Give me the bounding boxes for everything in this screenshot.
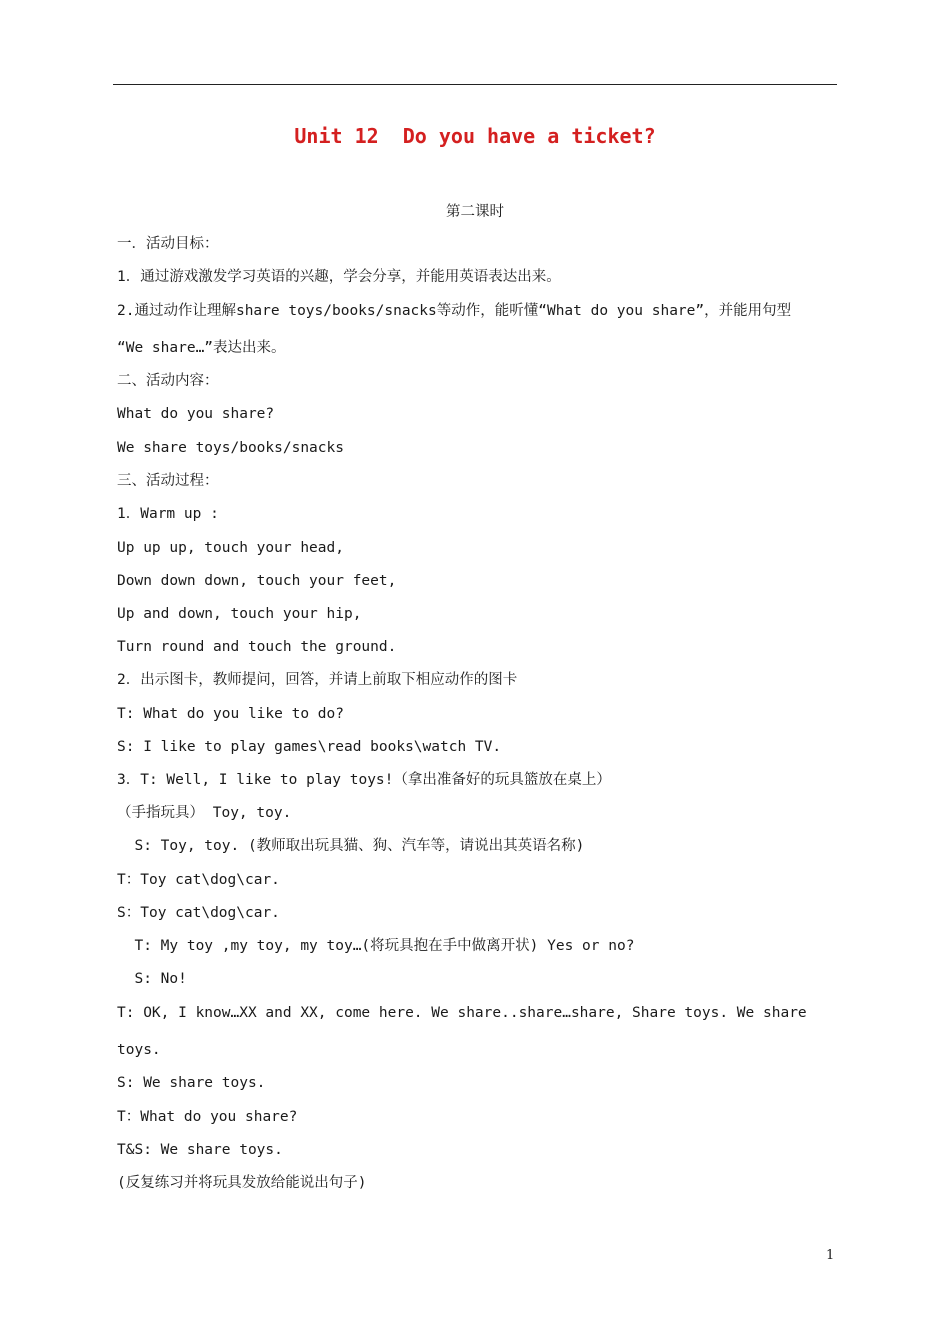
- text-line: Down down down, touch your feet,: [117, 573, 397, 589]
- text-line: T: My toy ,my toy, my toy…(将玩具抱在手中做离开状) Yes or no?: [117, 938, 635, 954]
- text-line: 1．Warm up :: [117, 506, 219, 522]
- text-line: S: Toy, toy. (教师取出玩具猫、狗、汽车等，请说出其英语名称): [117, 838, 585, 854]
- text-line: We share toys/books/snacks: [117, 440, 344, 456]
- text-line: 一．活动目标：: [117, 236, 219, 252]
- text-line: S: No!: [117, 971, 187, 987]
- header-rule: [113, 84, 837, 85]
- text-line: toys.: [117, 1042, 161, 1058]
- text-line: S：Toy cat\dog\car.: [117, 905, 280, 921]
- text-line: 1．通过游戏激发学习英语的兴趣，学会分享，并能用英语表达出来。: [117, 269, 561, 285]
- text-line: Up and down, touch your hip,: [117, 606, 362, 622]
- document-title: Unit 12 Do you have a ticket?: [294, 124, 656, 148]
- text-line: S: I like to play games\read books\watch TV.: [117, 739, 502, 755]
- text-line: T：What do you share?: [117, 1109, 298, 1125]
- text-line: T&S: We share toys.: [117, 1142, 283, 1158]
- text-line: 二、活动内容：: [117, 373, 219, 389]
- text-line: 三、活动过程：: [117, 473, 219, 489]
- text-line: Turn round and touch the ground.: [117, 639, 397, 655]
- lesson-subtitle: 第二课时: [446, 204, 504, 220]
- text-line: T: OK, I know…XX and XX, come here. We share..share…share, Share toys. We share: [117, 1005, 807, 1021]
- text-line: What do you share?: [117, 406, 275, 422]
- text-line: 2．出示图卡，教师提问，回答，并请上前取下相应动作的图卡: [117, 672, 518, 688]
- page-number: 1: [826, 1248, 835, 1263]
- text-line: (反复练习并将玩具发放给能说出句子): [117, 1175, 367, 1191]
- text-line: T：Toy cat\dog\car.: [117, 872, 280, 888]
- text-line: （手指玩具） Toy, toy.: [117, 805, 292, 821]
- text-line: Up up up, touch your head,: [117, 540, 344, 556]
- text-line: “We share…”表达出来。: [117, 340, 286, 356]
- text-line: T: What do you like to do?: [117, 706, 344, 722]
- text-line: 2.通过动作让理解share toys/books/snacks等动作，能听懂“What do you share”，并能用句型: [117, 303, 792, 319]
- text-line: S: We share toys.: [117, 1075, 266, 1091]
- text-line: 3．T: Well, I like to play toys!（拿出准备好的玩具篮放在桌上）: [117, 772, 611, 788]
